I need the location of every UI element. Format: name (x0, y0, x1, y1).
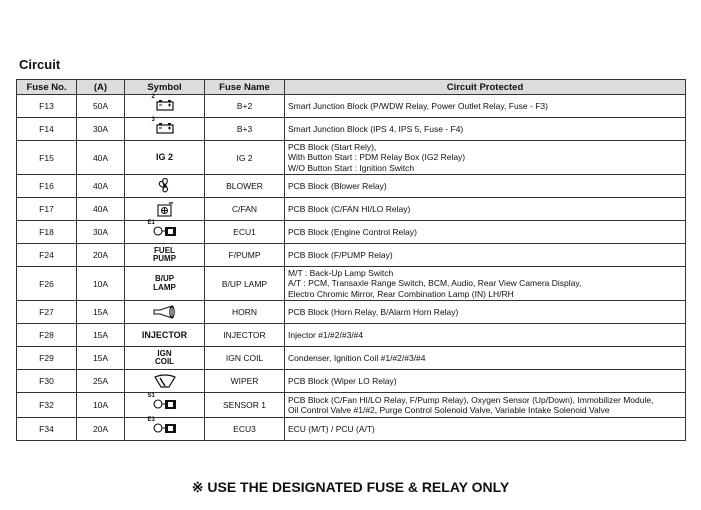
footer-notice: ※ USE THE DESIGNATED FUSE & RELAY ONLY (191, 479, 510, 495)
symbol-cell (125, 95, 205, 118)
circuit-protected: Injector #1/#2/#3/#4 (285, 324, 686, 347)
symbol-cell (125, 141, 205, 175)
fuse-name: HORN (205, 301, 285, 324)
fuse-name: ECU3 (205, 418, 285, 441)
amperage: 20A (77, 418, 125, 441)
fuse-number: F14 (17, 118, 77, 141)
amperage: 30A (77, 118, 125, 141)
amperage: 15A (77, 301, 125, 324)
symbol-superscript: E1 (147, 220, 155, 226)
table-header-row (17, 80, 686, 95)
fuse-name: C/FAN (205, 198, 285, 221)
circuit-protected: PCB Block (Engine Control Relay) (285, 221, 686, 244)
circuit-protected: PCB Block (F/PUMP Relay) (285, 244, 686, 267)
fuse-number: F30 (17, 370, 77, 393)
symbol-cell (125, 175, 205, 198)
fuse-number: F24 (17, 244, 77, 267)
symbol-cell (125, 347, 205, 370)
circuit-protected: PCB Block (Wiper LO Relay) (285, 370, 686, 393)
fuse-name: IG 2 (205, 141, 285, 175)
fuse-number: F17 (17, 198, 77, 221)
table-row (17, 244, 686, 267)
header-fuse-no: Fuse No. (17, 80, 77, 95)
fuse-number: F16 (17, 175, 77, 198)
circuit-protected: Condenser, Ignition Coil #1/#2/#3/#4 (285, 347, 686, 370)
table-row (17, 221, 686, 244)
fuse-name: F/PUMP (205, 244, 285, 267)
symbol-cell (125, 370, 205, 393)
fuse-name: WIPER (205, 370, 285, 393)
circuit-protected: Smart Junction Block (IPS 4, IPS 5, Fuse - F4) (285, 118, 686, 141)
header-fuse-name: Fuse Name (205, 80, 285, 95)
fuse-number: F13 (17, 95, 77, 118)
symbol-text: B/UP LAMP (153, 274, 176, 292)
header-circuit-protected: Circuit Protected (285, 80, 686, 95)
symbol-cell (125, 267, 205, 301)
table-row (17, 393, 686, 418)
circuit-protected: ECU (M/T) / PCU (A/T) (285, 418, 686, 441)
fuse-number: F18 (17, 221, 77, 244)
table-row (17, 267, 686, 301)
amperage: 40A (77, 175, 125, 198)
table-row (17, 324, 686, 347)
circuit-protected: PCB Block (C/Fan HI/LO Relay, F/Pump Relay), Oxygen Sensor (Up/Down), Immobilizer Module, Oil Control Valve #1/#2, Purge Control Solenoid Valve, Variable Intake Solenoid Valve (285, 393, 686, 418)
circuit-protected: M/T : Back-Up Lamp Switch A/T : PCM, Transaxle Range Switch, BCM, Audio, Rear View Camera Display, Electro Chromic Mirror, Rear Combination Lamp (IN) LH/RH (285, 267, 686, 301)
symbol-cell (125, 244, 205, 267)
fuse-name: INJECTOR (205, 324, 285, 347)
engine-ecu-icon (152, 225, 178, 237)
cooling-fan-icon (156, 201, 174, 217)
fuse-name: ECU1 (205, 221, 285, 244)
fan-icon (156, 177, 174, 195)
sensor-icon (152, 398, 178, 410)
symbol-text: INJECTOR (141, 329, 188, 340)
table-row (17, 118, 686, 141)
fuse-name: IGN COIL (205, 347, 285, 370)
amperage: 15A (77, 347, 125, 370)
engine-ecu-icon (152, 422, 178, 434)
circuit-protected: Smart Junction Block (P/WDW Relay, Power Outlet Relay, Fuse - F3) (285, 95, 686, 118)
amperage: 10A (77, 267, 125, 301)
circuit-protected: PCB Block (Start Rely), With Button Start : PDM Relay Box (IG2 Relay) W/O Button Start : Ignition Switch (285, 141, 686, 175)
table-row (17, 301, 686, 324)
amperage: 25A (77, 370, 125, 393)
fuse-number: F28 (17, 324, 77, 347)
symbol-cell (125, 324, 205, 347)
fuse-number: F27 (17, 301, 77, 324)
symbol-cell (125, 393, 205, 418)
symbol-text: IGN COIL (154, 348, 175, 366)
fuse-number: F34 (17, 418, 77, 441)
fuse-name: B+3 (205, 118, 285, 141)
symbol-superscript: 3 (151, 117, 155, 123)
amperage: 30A (77, 221, 125, 244)
battery-icon (156, 122, 174, 134)
symbol-cell (125, 301, 205, 324)
symbol-superscript: E3 (147, 417, 155, 423)
fuse-number: F15 (17, 141, 77, 175)
table-row (17, 198, 686, 221)
fuse-number: F29 (17, 347, 77, 370)
symbol-cell (125, 418, 205, 441)
amperage: 40A (77, 198, 125, 221)
section-title: Circuit (19, 57, 61, 72)
fuse-table (16, 79, 686, 441)
symbol-cell (125, 198, 205, 221)
wiper-icon (153, 374, 177, 388)
table-row (17, 418, 686, 441)
table-row (17, 141, 686, 175)
amperage: 20A (77, 244, 125, 267)
amperage: 15A (77, 324, 125, 347)
table-row (17, 175, 686, 198)
circuit-protected: PCB Block (Horn Relay, B/Alarm Horn Relay) (285, 301, 686, 324)
fuse-name: SENSOR 1 (205, 393, 285, 418)
horn-icon (152, 305, 178, 319)
table-row (17, 347, 686, 370)
symbol-text: FUEL PUMP (152, 245, 177, 263)
amperage: 40A (77, 141, 125, 175)
circuit-protected: PCB Block (C/FAN HI/LO Relay) (285, 198, 686, 221)
fuse-name: BLOWER (205, 175, 285, 198)
battery-icon (156, 99, 174, 111)
header-symbol: Symbol (125, 80, 205, 95)
symbol-text: IG 2 (155, 152, 173, 163)
header-amperage: (A) (77, 80, 125, 95)
symbol-superscript: S1 (147, 393, 155, 399)
fuse-number: F32 (17, 393, 77, 418)
circuit-protected: PCB Block (Blower Relay) (285, 175, 686, 198)
fuse-name: B/UP LAMP (205, 267, 285, 301)
amperage: 10A (77, 393, 125, 418)
fuse-number: F26 (17, 267, 77, 301)
symbol-cell (125, 221, 205, 244)
symbol-superscript: 2 (151, 94, 155, 100)
table-row (17, 370, 686, 393)
fuse-name: B+2 (205, 95, 285, 118)
amperage: 50A (77, 95, 125, 118)
table-row (17, 95, 686, 118)
symbol-cell (125, 118, 205, 141)
